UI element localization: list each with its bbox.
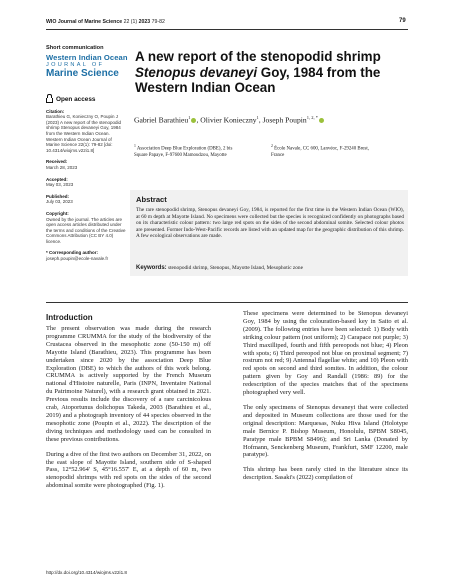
accepted-date: May 03, 2023 <box>46 182 74 188</box>
copyright-text: Owned by the journal. The articles are open access articles distributed under the terms and conditions of the Creative Commons Attribution (CC BY 4.0) licence. <box>46 216 126 244</box>
footer-doi-link[interactable]: http://dx.doi.org/10.4314/wiojms.v22i1.8 <box>46 570 127 575</box>
left-column <box>46 325 211 490</box>
affiliation-text: École Navale, CC 600, Lanvéoc, F-29240 Brest, France <box>271 146 369 158</box>
affiliation-2 <box>271 143 371 159</box>
accepted-label: Accepted: <box>46 176 68 182</box>
citation-text: Barathieu G, Konieczny O, Poupin J (2023) A new report of the stenopodid shrimp Stenopus devaneyi Goy, 1984 from the Western Indian Ocean. Western Indian Ocean Journal of Marine Science 22(1): 79-82 [doi: 10.4314/wiojms.v22i1.8] <box>46 114 122 153</box>
running-header <box>46 19 165 25</box>
copyright-label: Copyright: <box>46 210 69 216</box>
orcid-icon[interactable] <box>319 118 324 123</box>
received-date: March 28, 2023 <box>46 164 78 170</box>
received-label: Received: <box>46 159 68 165</box>
logo-line-2: JOURNAL OF <box>46 62 105 68</box>
affiliation-text: Association Deep Blue Exploration (DBE), 2 bis Square Papaye, F-97600 Mamoudzou, Mayotte <box>134 146 233 158</box>
right-column <box>243 310 408 482</box>
author-list: Gabriel Barathieu$^1$ , Olivier Konieczny$^1$, Joseph Poupin$^{1, 2, *}$ <box>134 115 324 125</box>
affiliation-1 <box>134 143 246 159</box>
author-name: Gabriel Barathieu <box>134 115 189 125</box>
journal-logo <box>46 54 128 79</box>
body-paragraph-2: The only specimens of Stenopus devaneyi that were collected and deposited in Museum collections are those used for the original description: Marquesas, Nuku Hiva Island (Holotype male Bernice P. Bishop Museum, Honolulu, BPBM S8045, Paratype male BPBM S8496); and Sri Lanka (Donated by Hofmann, Senckenberg Museum, Frankfurt, SMF 12200, male paratype). <box>243 403 408 459</box>
year: 2023 <box>138 19 151 25</box>
open-access-text: Open access <box>56 96 96 103</box>
volume-info: 22 (1) <box>123 19 138 25</box>
introduction-heading: Introduction <box>46 313 93 322</box>
header-rule <box>46 29 408 30</box>
page-number: 79 <box>399 18 406 24</box>
affiliation-sup: 1 <box>134 144 136 148</box>
citation-label: Citation: <box>46 108 65 114</box>
author-sup: 1 <box>256 115 259 120</box>
journal-name: WIO Journal of Marine Science <box>46 19 123 25</box>
article-title <box>135 49 400 96</box>
keywords-label: Keywords: <box>136 265 167 271</box>
logo-line-3: Marine Science <box>46 68 119 79</box>
section-rule <box>46 302 408 303</box>
abstract-heading: Abstract <box>136 195 167 204</box>
intro-paragraph-2: During a dive of the first two authors on December 31, 2022, on the east slope of Mayotte Island, southern side of S-shaped Pass, 12°52.964' S, 45°16.557' E, at a depth of 60 m, two stenopodid shrimps with red spots on the sides of the second abdominal somite were photographed (Fig. 1). <box>46 450 211 490</box>
title-species: Stenopus devaneyi <box>135 64 258 80</box>
author-sup: 1, 2, * <box>306 115 318 120</box>
keywords <box>136 265 404 271</box>
article-sidebar <box>46 97 126 262</box>
author-name: Joseph Poupin <box>262 115 307 125</box>
keywords-text: stenopodid shrimp, Stenopus, Mayotte Island, Mesophotic zone <box>168 265 303 271</box>
author-name: Olivier Konieczny <box>200 115 257 125</box>
corresponding-label: * Corresponding author: <box>46 250 98 256</box>
orcid-icon[interactable] <box>191 118 196 123</box>
published-label: Published: <box>46 193 70 199</box>
author-sup: 1 <box>188 115 191 120</box>
abstract-text: The rare stenopodid shrimp, Stenopus devaneyi Goy, 1984, is reported for the first time in the Western Indian Ocean (WIO), at 60 m depth at Mayotte Island. No specimens were collected but the species is recognized confidently on photographs based on its characteristic colour pattern: two large red spots on the sides of the second abdominal somite. Selected colour photos are presented. Former Indo-West-Pacific records are listed with an updated map for the geographic distribution of this shrimp. A few ecological observations are made. <box>136 207 404 239</box>
corresponding-email[interactable]: joseph.poupin@ecole-navale.fr <box>46 256 109 262</box>
body-paragraph-3: This shrimp has been rarely cited in the literature since its description. Sasaki's (2022) compilation of <box>243 466 408 482</box>
affiliation-sup: 2 <box>271 144 273 148</box>
intro-paragraph-1: The present observation was made during the research programme CRUMMA for the study of the biodiversity of the Crustacea observed in the mesophotic zone (50-150 m) off Mayotte Island (Barathieu, 2023). This programme has been undertaken since 2020 by the association Deep Blue Exploration (DBE) to which the authors of this work belong. CRUMMA is actively supported by the French Museum national d'Histoire naturelle, Paris (INPN, Inventaire National du Patrimoine Naturel), with a research grant obtained in 2021. Previous results include the discovery of a rare carcinicolous crab, Atoportunus dolichopus Takeda, 2003 (Barathieu et al., 2019) and a photograph inventory of 44 species observed in the mesophotic zone (Poupin et al., 2022). The description of the diving techniques and methodology used can be consulted in these previous contributions. <box>46 325 211 443</box>
article-type: Short communication <box>46 45 104 51</box>
page-range: 79-82 <box>151 19 165 25</box>
published-date: July 03, 2023 <box>46 199 73 205</box>
open-access-label <box>46 97 126 103</box>
logo-line-1: Western Indian Ocean <box>46 53 128 62</box>
body-paragraph-1: These specimens were determined to be Stenopus devaneyi Goy, 1984 by using the colouration-based key in Saito et al. (2009). The following entries have been selected: 1) Body with striking colour pattern (not uniform); 2) Carapace not purple; 3) Third maxilliped, fourth and fifth pereopods not blue; 4) Pleon with spots; 6) Third pereopod not blue on proximal segment; 7) rostrum not red; 9) Antennal flagellae white; and 10) Pleon with red spots on second and third somites. In addition, the colour pattern given by Goy and Randall (1986: 89) for the redescription of the species matches that of the specimens photographed very well. <box>243 310 408 397</box>
title-part-1: A new report of the stenopodid shrimp <box>135 49 381 64</box>
title-part-2: Goy, 1984 from the Western Indian Ocean <box>135 64 381 96</box>
lock-icon <box>46 98 53 103</box>
